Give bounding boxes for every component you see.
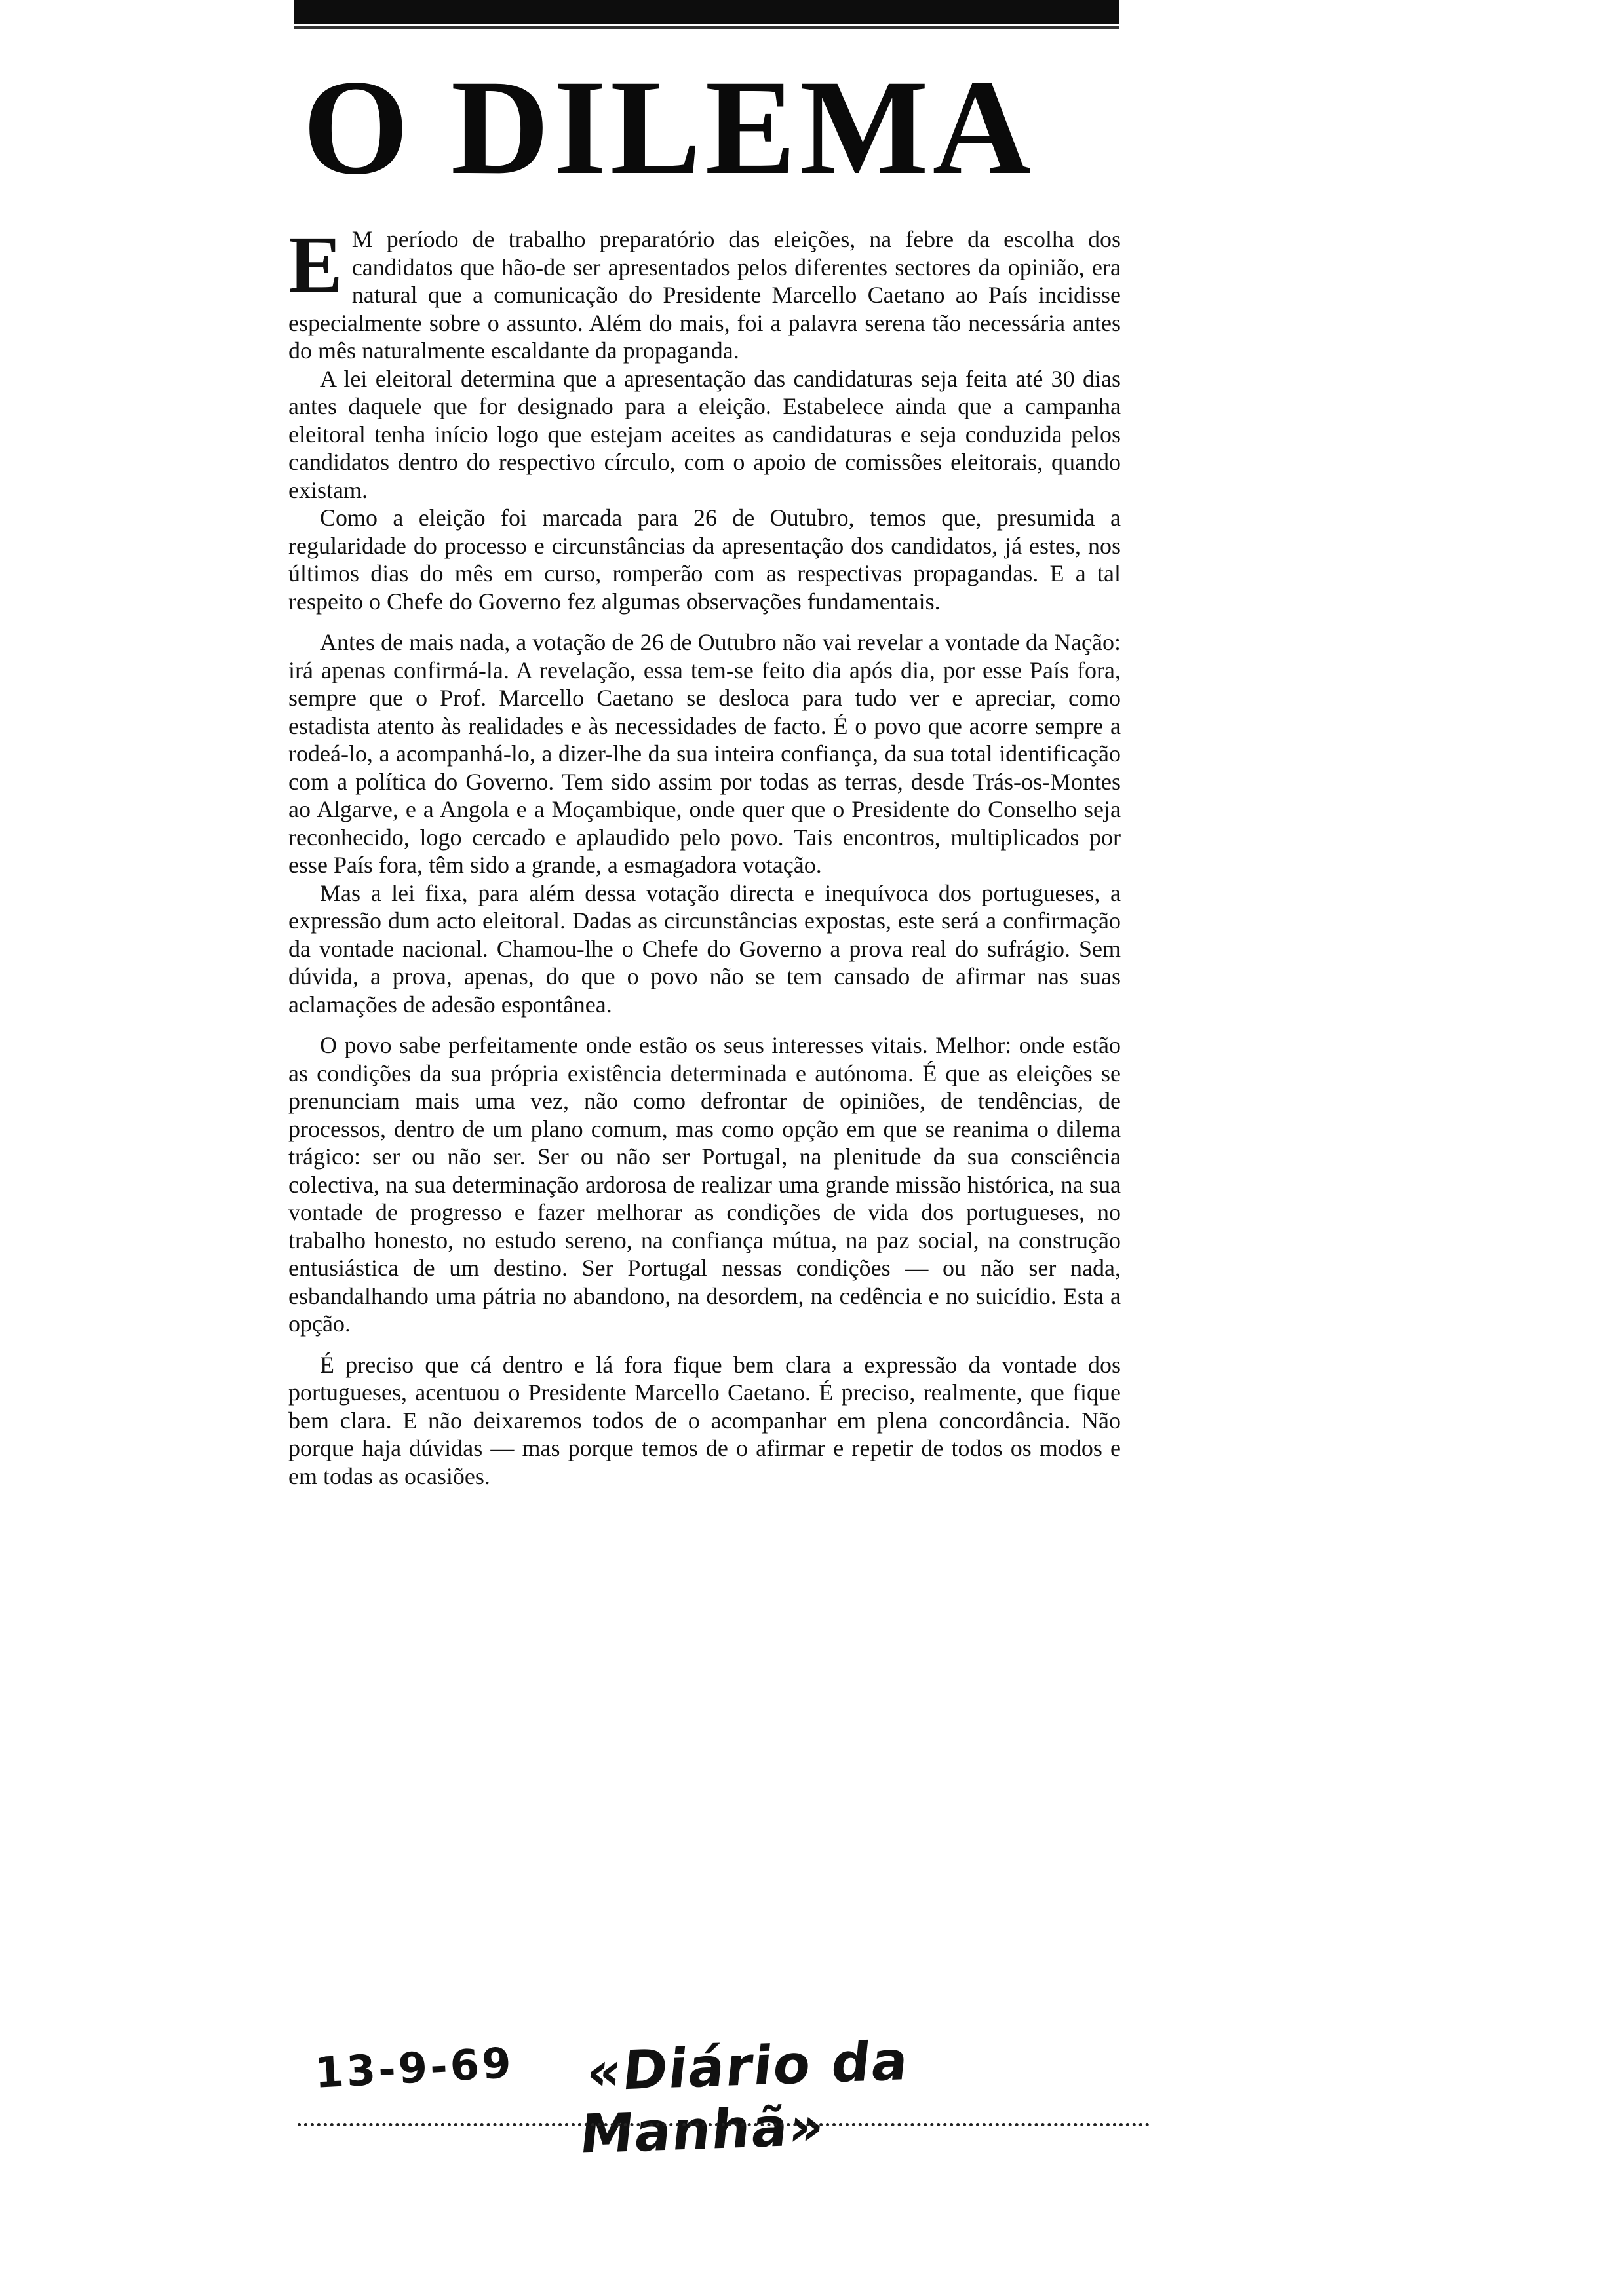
article-paragraph-7: É preciso que cá dentro e lá fora fique bem clara a expressão da vontade dos portugueses, acentuou o Presidente Marcello Caetano. É preciso, realmente, que fique bem clara. E não deixaremos todos de o acompanhar em plena concordância. Não porque haja dúvidas — mas porque temos de o afirmar e repetir de todos os modos e em todas as ocasiões. [288,1351,1121,1489]
article-title: O DILEMA [303,52,1035,202]
handwritten-date: 13-9-69 [313,2039,515,2098]
article-paragraph-1: E M período de trabalho preparatório das eleições, na febre da escolha dos candidatos que hão-de ser apresentados pelos diferentes sectores da opinião, era natural que a comunicação do Presidente Marcello Caetano ao País incidisse especialmente sobre o assunto. Além do mais, foi a palavra serena tão necessária antes do mês naturalmente escaldante da propaganda. [288,220,1121,364]
drop-cap: E [288,220,343,309]
article-paragraph-5: Mas a lei fixa, para além dessa votação directa e inequívoca dos portugueses, a expressão dum acto eleitoral. Dadas as circunstâncias expostas, este será a confirmação da vontade nacional. Chamou-lhe o Chefe do Governo a prova real do sufrágio. Sem dúvida, a prova, apenas, do que o povo não se tem cansado de afirmar nas suas aclamações de adesão espontânea. [288,879,1121,1018]
top-printed-rule [294,0,1119,24]
article-paragraph-3: Como a eleição foi marcada para 26 de Outubro, temos que, presumida a regularidade do processo e circunstâncias da apresentação dos candidatos, já estes, nos últimos dias do mês em curso, romperão com as respectivas propagandas. E a tal respeito o Chefe do Governo fez algumas observações fundamentais. [288,505,1121,615]
article-paragraph-6: O povo sabe perfeitamente onde estão os seus interesses vitais. Melhor: onde estão as condições da sua própria existência determinada e autónoma. É que as eleições se prenunciam mais uma vez, não como defrontar de opiniões, de tendências, de processos, dentro de um plano comum, mas como opção em que se reanima o dilema trágico: ser ou não ser. Ser ou não ser Portugal, na plenitude da sua consciência colectiva, na sua determinação ardorosa de realizar uma grande missão histórica, na sua vontade de progresso e fazer melhorar as condições de vida dos portugueses, no trabalho honesto, no estudo sereno, na confiança mútua, na paz social, na construção entusiástica de um destino. Ser Portugal nessas condições — ou não ser nada, esbandalhando uma pátria no abandono, na desordem, na cedência e no suicídio. Esta a opção. [288,1032,1121,1337]
article-paragraph-2: A lei eleitoral determina que a apresentação das candidaturas seja feita até 30 dias antes daquele que for designado para a eleição. Estabelece ainda que a campanha eleitoral tenha início logo que estejam aceites as candidaturas e seja conduzida pelos candidatos dentro do respectivo círculo, com o apoio de comissões eleitorais, quando existam. [288,365,1121,503]
handwritten-source: «Diário da Manhã» [577,2029,912,2166]
handwritten-annotation [308,2029,1160,2166]
newspaper-clipping [288,52,1121,1490]
article-paragraph-4: Antes de mais nada, a votação de 26 de Outubro não vai revelar a vontade da Nação: irá apenas confirmá-la. A revelação, essa tem-se feito dia após dia, por esse País fora, sempre que o Prof. Marcello Caetano se desloca para tudo ver e apreciar, como estadista atento às realidades e às necessidades de facto. É o povo que acorre sempre a rodeá-lo, a acompanhá-lo, a dizer-lhe da sua inteira confiança, da sua total identificação com a política do Governo. Tem sido assim por todas as terras, desde Trás-os-Montes ao Algarve, e a Angola e a Moçambique, onde quer que o Presidente do Conselho seja reconhecido, logo cercado e aplaudido pelo povo. Tais encontros, multiplicados por esse País fora, têm sido a grande, a esmagadora votação. [288,629,1121,878]
article-body [288,220,1121,1490]
dotted-divider [298,2123,1150,2126]
